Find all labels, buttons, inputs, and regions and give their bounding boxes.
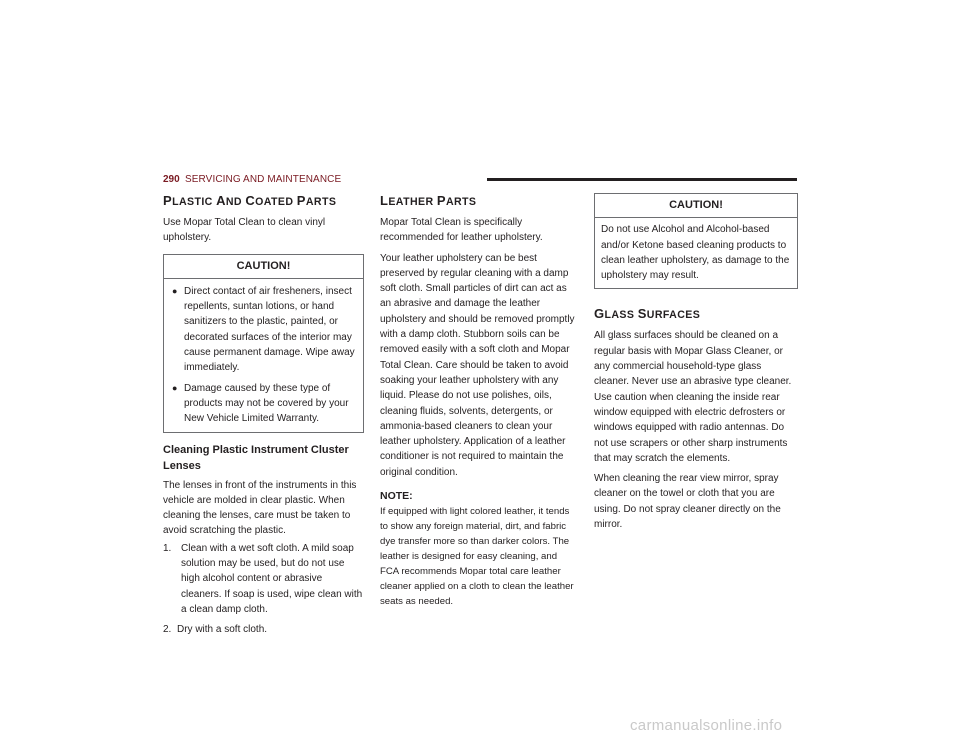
page-number: 290	[163, 174, 180, 185]
plastic-intro: Use Mopar Total Clean to clean vinyl upholstery.	[163, 217, 326, 244]
step-item: 2. Dry with a soft cloth.	[163, 624, 268, 636]
leather-heading: LEATHER PARTS	[380, 193, 477, 208]
plastic-caution-box	[163, 254, 364, 433]
leather-para-2: Your leather upholstery can be best preserved by regular cleaning with a damp soft cloth. Small particles of dirt can act as an abrasive and damage the leather upholstery and should be removed promptly with a damp cloth. Stubborn soils can be removed easily with a soft cloth and Mopar Total Clean. Care should be taken to avoid soaking your leather upholstery with any liquid. Please do not use polishes, oils, cleaning fluids, solvents, detergents, or ammonia-based cleaners to clean your leather upholstery. Application of a leather conditioner is not required to maintain the original condition.	[380, 252, 575, 478]
column-glass	[594, 193, 798, 532]
step-item: 1. Clean with a wet soft cloth. A mild soap solution may be used, but do not use high alcohol content or abrasive cleaners. If soap is used, wipe clean with a clean damp cloth.	[163, 542, 363, 615]
leather-caution-box	[594, 193, 798, 289]
glass-para-1: All glass surfaces should be cleaned on a regular basis with Mopar Glass Cleaner, or any commercial household-type glass cleaner. Never use an abrasive type cleaner. Use caution when cleaning the inside rear window equipped with electric defrosters or windows equipped with radio antennas. Do not use scrapers or other sharp instruments that may scratch the elements.	[594, 330, 792, 464]
steps-list	[163, 541, 364, 638]
leather-para-1: Mopar Total Clean is specifically recommended for leather upholstery.	[380, 217, 543, 244]
lenses-heading: Cleaning Plastic Instrument Cluster Lenses	[163, 443, 349, 472]
section-name: SERVICING AND MAINTENANCE	[185, 174, 342, 185]
caution-list	[170, 284, 357, 427]
caution-item: ● Damage caused by these type of products may not be covered by your New Vehicle Limited Warranty.	[172, 382, 349, 425]
glass-para-2: When cleaning the rear view mirror, spray cleaner on the towel or cloth that you are using. Do not spray cleaner directly on the mirror.	[594, 473, 781, 531]
plastic-heading: PLASTIC AND COATED PARTS	[163, 193, 337, 208]
bullet-icon: ●	[172, 382, 178, 393]
lenses-text: The lenses in front of the instruments in this vehicle are molded in clear plastic. When cleaning the lenses, care must be taken to avoid scratching the plastic.	[163, 479, 357, 537]
note-text: If equipped with light colored leather, it tends to show any foreign material, dirt, and fabric dye transfer more so than darker colors. The leather is designed for easy cleaning, and FCA recommends Mopar total care leather cleaner applied on a cloth to clean the leather seats as needed.	[380, 506, 574, 608]
page-header	[163, 172, 797, 188]
caution-title: CAUTION!	[595, 194, 797, 218]
caution-item: ● Direct contact of air fresheners, insect repellents, suntan lotions, or hand sanitizers to the plastic, painted, or decorated surfaces of the interior may cause permanent damage. Wipe away immediately.	[172, 285, 355, 374]
column-plastic	[163, 193, 364, 638]
note-label: NOTE:	[380, 490, 413, 503]
glass-heading: GLASS SURFACES	[594, 306, 701, 322]
header-rule	[487, 178, 797, 181]
caution-title: CAUTION!	[164, 255, 363, 279]
watermark: carmanualsonline.info	[630, 717, 783, 734]
caution-text: Do not use Alcohol and Alcohol-based and/or Ketone based cleaning products to clean leather upholstery, as damage to the upholstery may result.	[601, 224, 790, 282]
column-leather	[380, 193, 578, 609]
bullet-icon: ●	[172, 285, 178, 296]
